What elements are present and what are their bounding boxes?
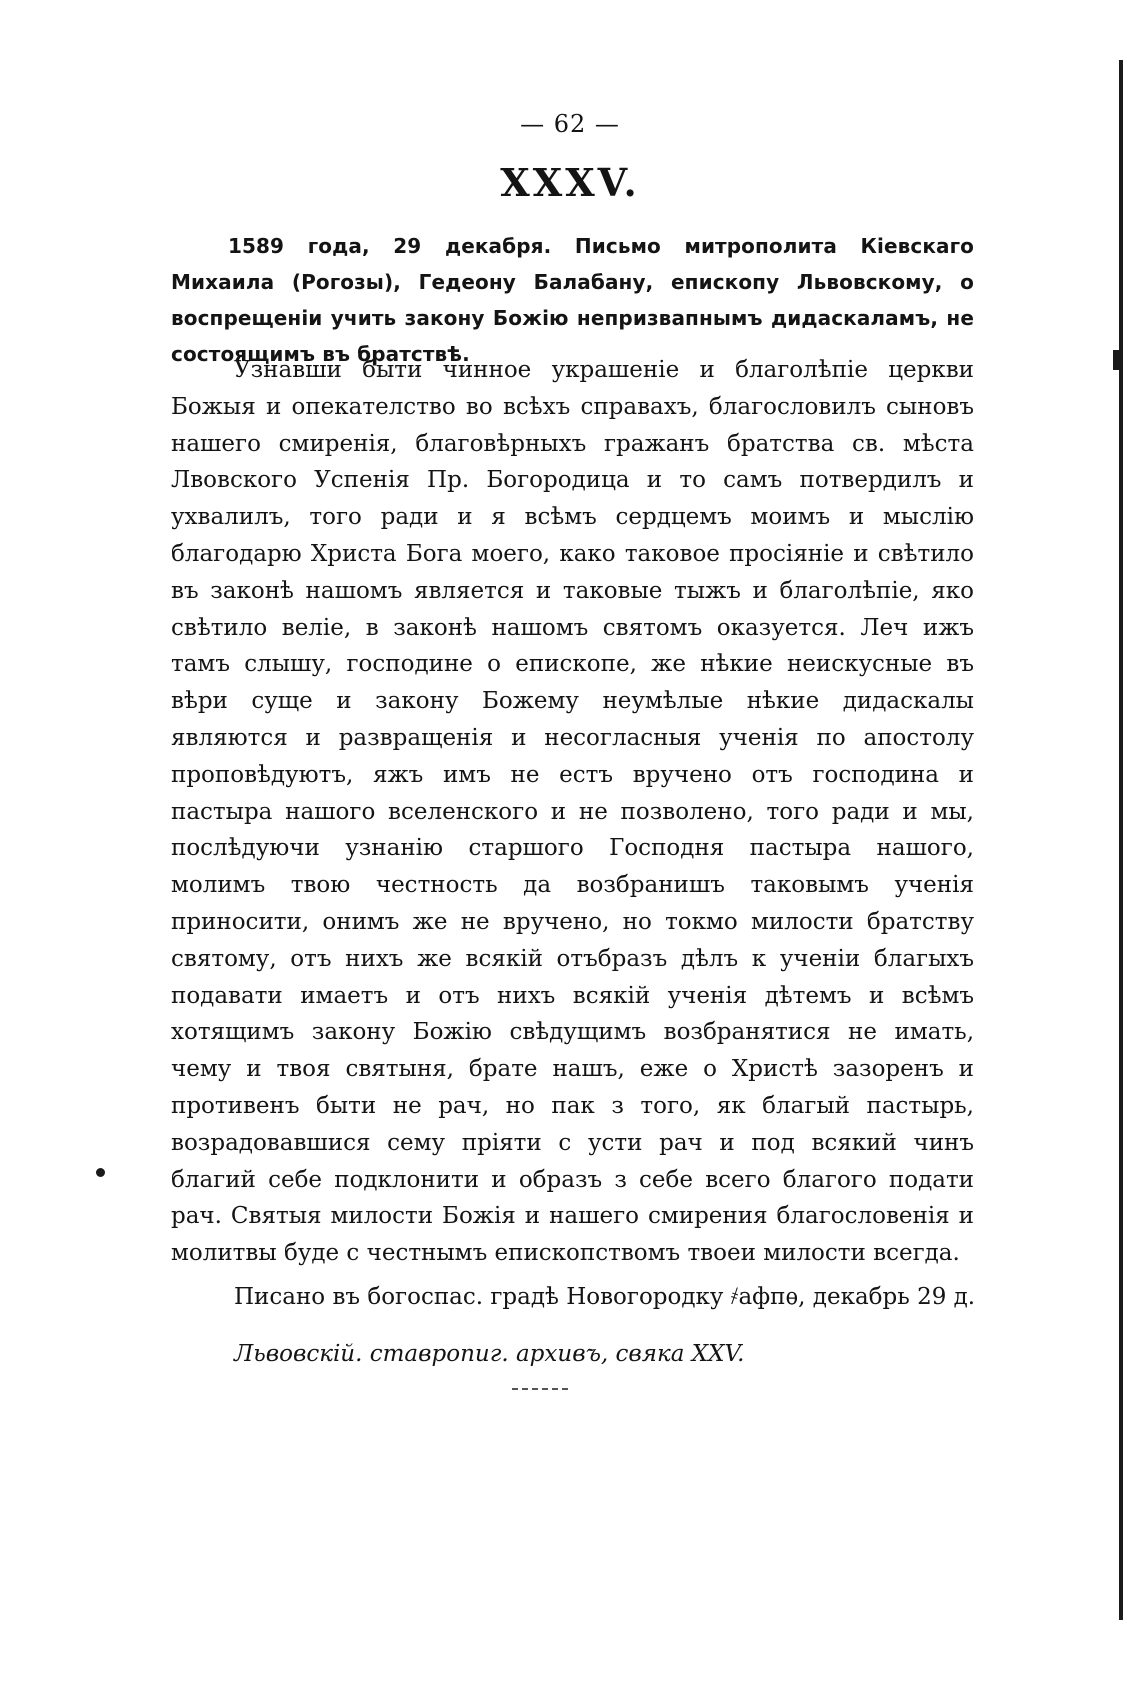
page-edge-line <box>1119 60 1123 1620</box>
page-edge-mark <box>1113 350 1120 370</box>
margin-dot <box>96 1168 105 1177</box>
archive-source: Львовскій. ставропиг. архивъ, свяка XXV. <box>234 1341 745 1367</box>
end-rule <box>512 1388 568 1390</box>
document-number: XXXV. <box>500 160 640 205</box>
letter-dateline: Писано въ богоспас. градѣ Новогородку ҂афпѳ, декабрь 29 д. <box>234 1284 976 1310</box>
document-summary: 1589 года, 29 декабря. Письмо митрополита Кіевскаго Михаила (Рогозы), Гедеону Балабану, епископу Львовскому, о воспрещеніи учить закону Божію непризвапнымъ дидаскаламъ, не состоящимъ въ братствѣ. <box>171 234 974 366</box>
page-number: — 62 — <box>520 110 620 138</box>
letter-body: Узнавши быти чинное украшеніе и благолѣпіе церкви Божыя и опекателство во всѣхъ справахъ, благословилъ сыновъ нашего смиренія, благовѣрныхъ гражанъ братства св. мѣста Лвовского Успенія Пр. Богородица и то самъ потвердилъ и ухвалилъ, того ради и я всѣмъ сердцемъ моимъ и мыслію благодарю Христа Бога моего, како таковое просіяніе и свѣтило въ законѣ нашомъ является и таковые тыжъ и благолѣпіе, яко свѣтило веліе, в законѣ нашомъ святомъ оказуется. Леч ижъ тамъ слышу, господине о епископе, же нѣкие неискусные въ вѣри суще и закону Божему неумѣлые нѣкие дидаскалы являются и развращенія и несогласныя ученія по апостолу проповѣдуютъ, яжъ имъ не естъ вручено отъ господина и пастыра нашого вселенского и не позволено, того ради и мы, послѣдуючи узнанію старшого Господня пастыра нашого, молимъ твою честность да возбранишъ таковымъ ученія приносити, онимъ же не вручено, но токмо милости братству святому, отъ нихъ же всякій отъбразъ дѣлъ к ученіи благыхъ подавати имаетъ и отъ нихъ всякій ученія дѣтемъ и всѣмъ хотящимъ закону Божію свѣдущимъ возбранятися не имать, чему и твоя святыня, брате нашъ, еже о Христѣ зазоренъ и противенъ быти не рач, но пак з того, як благый пастырь, возрадовавшися сему пріяти с усти рач и под всякий чинъ благий себе подклонити и образъ з себе всего благого подати рач. Святыя милости Божія и нашего смирения благословенія и молитвы буде с честнымъ епископствомъ твоеи милости всегда. <box>171 357 974 1267</box>
